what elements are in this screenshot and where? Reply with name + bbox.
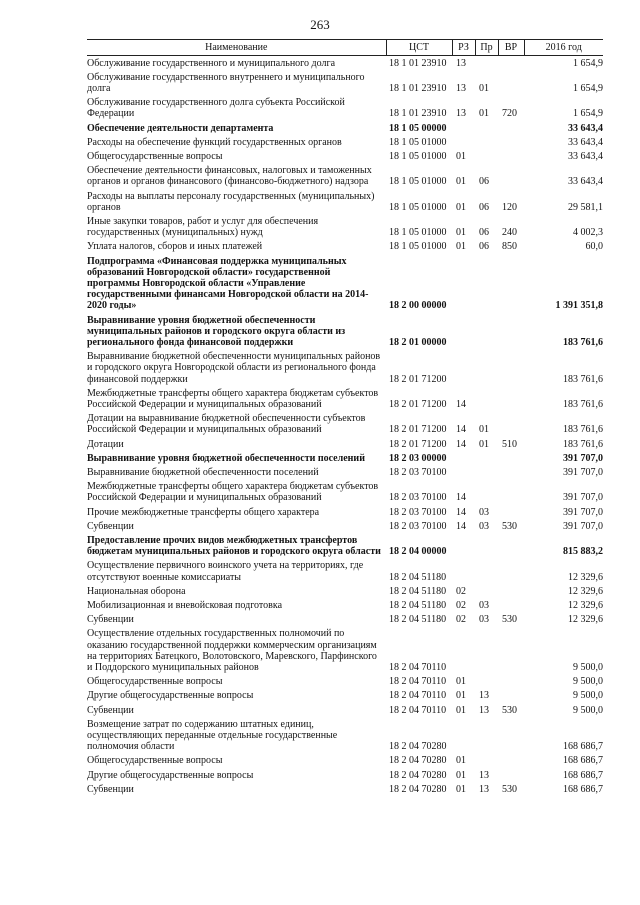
row-name: Общегосударственные вопросы [87, 755, 223, 767]
row-name: Общегосударственные вопросы [87, 150, 223, 162]
table-row [87, 613, 603, 627]
row-cst-code: 18 1 05 00000 [389, 122, 447, 134]
row-pr-code: 13 [479, 704, 489, 716]
row-pr-code [475, 466, 498, 480]
row-vr-code [498, 412, 524, 437]
row-amount: 391 707,0 [563, 452, 603, 464]
row-rz-code: 01 [456, 201, 466, 213]
table-row [87, 240, 603, 254]
row-amount: 815 883,2 [563, 546, 603, 558]
row-pr-code: 03 [479, 600, 489, 612]
row-rz-code: 14 [456, 438, 466, 450]
row-cst-code: 18 2 00 00000 [389, 300, 447, 312]
row-cst-code: 18 2 03 70100 [389, 492, 447, 504]
table-row [87, 717, 603, 754]
row-pr-code: 06 [479, 176, 489, 188]
row-rz-code: 02 [456, 614, 466, 626]
row-rz-code [452, 121, 475, 135]
row-name: Осуществление первичного воинского учета на территориях, где отсутствуют военные комиссариаты [87, 560, 364, 583]
row-amount: 60,0 [585, 241, 603, 253]
row-vr-code [498, 350, 524, 387]
row-pr-code: 06 [479, 201, 489, 213]
header-rz: РЗ [452, 40, 475, 56]
row-name: Другие общегосударственные вопросы [87, 769, 254, 781]
row-pr-code: 01 [479, 438, 489, 450]
header-year: 2016 год [524, 40, 603, 56]
table-row [87, 768, 603, 782]
row-vr-code [498, 70, 524, 95]
table-row [87, 214, 603, 239]
table-row [87, 627, 603, 675]
row-vr-code: 720 [502, 108, 517, 120]
row-vr-code [498, 135, 524, 149]
row-name: Предоставление прочих видов межбюджетных трансфертов бюджетам муниципальных районов и городского округа области [87, 535, 381, 558]
row-cst-code: 18 2 01 71200 [389, 398, 447, 410]
row-rz-code [452, 717, 475, 754]
row-amount: 168 686,7 [563, 783, 603, 795]
table-row [87, 689, 603, 703]
row-vr-code [498, 313, 524, 350]
row-amount: 1 654,9 [573, 108, 603, 120]
row-cst-code: 18 1 05 01000 [389, 136, 447, 148]
row-name: Выравнивание уровня бюджетной обеспеченности муниципальных районов и городского округа области из регионального фонда финансовой поддержки [87, 314, 346, 348]
row-pr-code [475, 386, 498, 411]
row-cst-code: 18 1 05 01000 [389, 150, 447, 162]
row-name: Мобилизационная и вневойсковая подготовка [87, 600, 283, 612]
row-name: Субвенции [87, 783, 134, 795]
row-cst-code: 18 1 01 23910 [389, 57, 447, 69]
row-amount: 9 500,0 [573, 704, 603, 716]
row-pr-code: 01 [479, 108, 489, 120]
row-vr-code: 530 [502, 520, 517, 532]
row-rz-code [452, 254, 475, 313]
row-cst-code: 18 1 05 01000 [389, 201, 447, 213]
row-pr-code: 01 [479, 82, 489, 94]
row-vr-code [498, 505, 524, 519]
table-row [87, 534, 603, 559]
table-row [87, 599, 603, 613]
row-cst-code: 18 2 03 70100 [389, 467, 447, 478]
row-cst-code: 18 2 04 70280 [389, 783, 447, 795]
row-vr-code [498, 254, 524, 313]
row-amount: 168 686,7 [563, 769, 603, 781]
row-cst-code: 18 2 04 70110 [389, 704, 447, 716]
row-cst-code: 18 2 01 71200 [389, 438, 447, 450]
row-name: Подпрограмма «Финансовая поддержка муниципальных образований Новгородской области» государственной программы Новгородской области «Управление государственными финансами Новгородской области на 2014-2020 годы» [87, 255, 369, 312]
row-rz-code: 14 [456, 492, 466, 504]
row-cst-code: 18 2 04 70110 [389, 690, 447, 702]
row-cst-code: 18 1 05 01000 [389, 227, 447, 239]
row-name: Выравнивание бюджетной обеспеченности муниципальных районов и городского округа Новгородской области из регионального фонда финансовой поддержки [87, 351, 381, 385]
row-rz-code: 14 [456, 398, 466, 410]
header-cst: ЦСТ [386, 40, 452, 56]
row-vr-code: 530 [502, 704, 517, 716]
row-name: Другие общегосударственные вопросы [87, 690, 254, 702]
row-cst-code: 18 1 01 23910 [389, 82, 447, 94]
row-pr-code [475, 584, 498, 598]
row-pr-code [475, 149, 498, 163]
row-name: Выравнивание уровня бюджетной обеспеченности поселений [87, 452, 365, 464]
row-vr-code [498, 386, 524, 411]
row-rz-code: 01 [456, 176, 466, 188]
row-pr-code [475, 451, 498, 465]
header-name: Наименование [87, 40, 386, 56]
table-row [87, 437, 603, 451]
row-pr-code [475, 675, 498, 689]
row-cst-code: 18 2 04 70280 [389, 741, 447, 753]
row-pr-code: 13 [479, 690, 489, 702]
row-name: Выравнивание бюджетной обеспеченности поселений [87, 467, 319, 478]
row-cst-code: 18 2 04 51180 [389, 585, 447, 597]
row-vr-code: 530 [502, 614, 517, 626]
row-pr-code [475, 313, 498, 350]
row-name: Возмещение затрат по содержанию штатных единиц, осуществляющих переданные отдельные государственные полномочия области [87, 718, 338, 753]
table-row [87, 584, 603, 598]
row-cst-code: 18 2 04 51180 [389, 571, 447, 583]
row-vr-code: 120 [502, 201, 517, 213]
row-name: Субвенции [87, 520, 134, 532]
row-amount: 9 500,0 [573, 662, 603, 674]
row-cst-code: 18 2 04 70280 [389, 755, 447, 767]
row-rz-code [452, 135, 475, 149]
row-pr-code: 03 [479, 520, 489, 532]
row-rz-code: 02 [456, 600, 466, 612]
row-vr-code [498, 466, 524, 480]
row-vr-code [498, 121, 524, 135]
table-row [87, 782, 603, 796]
row-name: Дотации на выравнивание бюджетной обеспеченности субъектов Российской Федерации и муниципальных образований [87, 413, 366, 436]
table-row [87, 96, 603, 121]
row-pr-code: 03 [479, 506, 489, 518]
row-rz-code: 01 [456, 676, 466, 688]
row-amount: 391 707,0 [563, 492, 603, 504]
table-row [87, 135, 603, 149]
table-row [87, 754, 603, 768]
row-amount: 168 686,7 [563, 755, 603, 767]
row-pr-code [475, 754, 498, 768]
row-amount: 1 654,9 [573, 57, 603, 69]
row-amount: 12 329,6 [568, 614, 603, 626]
row-pr-code: 06 [479, 227, 489, 239]
row-vr-code [498, 768, 524, 782]
row-vr-code [498, 599, 524, 613]
row-name: Субвенции [87, 614, 134, 626]
row-rz-code: 14 [456, 424, 466, 436]
row-vr-code [498, 627, 524, 675]
row-amount: 391 707,0 [563, 506, 603, 518]
budget-table [87, 39, 603, 797]
row-name: Межбюджетные трансферты общего характера бюджетам субъектов Российской Федерации и муниципальных образований [87, 387, 379, 410]
row-vr-code [498, 675, 524, 689]
row-cst-code: 18 1 01 23910 [389, 108, 447, 120]
row-name: Национальная оборона [87, 585, 186, 597]
row-vr-code [498, 717, 524, 754]
table-row [87, 675, 603, 689]
row-rz-code: 14 [456, 506, 466, 518]
row-pr-code [475, 121, 498, 135]
row-rz-code [452, 350, 475, 387]
row-cst-code: 18 2 01 71200 [389, 373, 447, 385]
row-rz-code [452, 313, 475, 350]
row-amount: 9 500,0 [573, 676, 603, 688]
row-vr-code [498, 689, 524, 703]
table-row [87, 164, 603, 189]
table-row [87, 121, 603, 135]
row-rz-code: 02 [456, 585, 466, 597]
row-pr-code [475, 559, 498, 584]
row-name: Межбюджетные трансферты общего характера бюджетам субъектов Российской Федерации и муниципальных образований [87, 481, 379, 504]
row-rz-code: 13 [456, 82, 466, 94]
page-number: 263 [310, 17, 330, 32]
row-name: Расходы на выплаты персоналу государственных (муниципальных) органов [87, 190, 375, 213]
row-cst-code: 18 2 03 70100 [389, 506, 447, 518]
row-name: Обслуживание государственного внутреннего и муниципального долга [87, 71, 365, 94]
table-row [87, 350, 603, 387]
row-amount: 33 643,4 [568, 176, 603, 188]
header-vr: ВР [498, 40, 524, 56]
row-vr-code: 240 [502, 227, 517, 239]
row-rz-code: 01 [456, 690, 466, 702]
table-row [87, 149, 603, 163]
row-amount: 33 643,4 [568, 136, 603, 148]
row-rz-code: 01 [456, 704, 466, 716]
row-pr-code [475, 135, 498, 149]
row-cst-code: 18 2 01 00000 [389, 336, 447, 348]
row-vr-code: 510 [502, 438, 517, 450]
table-row [87, 559, 603, 584]
row-amount: 29 581,1 [568, 201, 603, 213]
row-name: Обеспечение деятельности департамента [87, 122, 274, 134]
table-row [87, 254, 603, 313]
table-row [87, 313, 603, 350]
table-body [87, 56, 603, 797]
row-cst-code: 18 1 05 01000 [389, 176, 447, 188]
table-row [87, 519, 603, 533]
row-amount: 183 761,6 [563, 373, 603, 385]
row-rz-code: 14 [456, 520, 466, 532]
table-row [87, 703, 603, 717]
row-amount: 4 002,3 [573, 227, 603, 239]
table-row [87, 451, 603, 465]
row-pr-code: 06 [479, 241, 489, 253]
row-cst-code: 18 2 04 51180 [389, 600, 447, 612]
row-rz-code: 13 [456, 108, 466, 120]
row-amount: 168 686,7 [563, 741, 603, 753]
row-rz-code: 01 [456, 755, 466, 767]
table-row [87, 386, 603, 411]
row-amount: 391 707,0 [563, 520, 603, 532]
row-name: Обслуживание государственного и муниципального долга [87, 57, 336, 69]
row-name: Иные закупки товаров, работ и услуг для обеспечения государственных (муниципальных) нужд [87, 215, 319, 239]
row-amount: 183 761,6 [563, 336, 603, 348]
row-amount: 12 329,6 [568, 585, 603, 597]
table-row [87, 412, 603, 437]
table-header [87, 40, 603, 56]
row-pr-code: 03 [479, 614, 489, 626]
row-vr-code [498, 534, 524, 559]
row-vr-code: 530 [502, 783, 517, 795]
table-row [87, 70, 603, 95]
row-pr-code: 01 [479, 424, 489, 436]
row-amount: 33 643,4 [568, 122, 603, 134]
row-cst-code: 18 2 04 70280 [389, 769, 447, 781]
row-name: Субвенции [87, 704, 134, 716]
row-rz-code [452, 534, 475, 559]
table-row [87, 480, 603, 505]
row-amount: 391 707,0 [563, 467, 603, 478]
row-vr-code [498, 451, 524, 465]
row-pr-code [475, 717, 498, 754]
row-amount: 183 761,6 [563, 398, 603, 410]
row-cst-code: 18 2 04 00000 [389, 546, 447, 558]
row-pr-code [475, 627, 498, 675]
row-vr-code [498, 149, 524, 163]
row-cst-code: 18 2 04 51180 [389, 614, 447, 626]
row-vr-code [498, 559, 524, 584]
row-rz-code [452, 559, 475, 584]
row-amount: 12 329,6 [568, 571, 603, 583]
table-row [87, 466, 603, 480]
row-name: Осуществление отдельных государственных полномочий по оказанию государственной поддержки коммерческим организациям на территориях Батецкого, Волотовского, Маревского, Парфинского и Поддорского муниципальных районов [87, 628, 377, 674]
row-rz-code [452, 627, 475, 675]
row-rz-code: 01 [456, 769, 466, 781]
row-amount: 9 500,0 [573, 690, 603, 702]
row-cst-code: 18 2 01 71200 [389, 424, 447, 436]
row-pr-code: 13 [479, 783, 489, 795]
row-amount: 33 643,4 [568, 150, 603, 162]
row-pr-code [475, 350, 498, 387]
row-pr-code [475, 480, 498, 505]
row-name: Прочие межбюджетные трансферты общего характера [87, 506, 320, 518]
row-amount: 1 654,9 [573, 82, 603, 94]
row-rz-code [452, 466, 475, 480]
row-cst-code: 18 2 03 70100 [389, 520, 447, 532]
row-pr-code [475, 56, 498, 71]
header-pr: Пр [475, 40, 498, 56]
row-name: Обеспечение деятельности финансовых, налоговых и таможенных органов и органов финансового (финансово-бюджетного) надзора [87, 165, 372, 188]
row-vr-code: 850 [502, 241, 517, 253]
row-vr-code [498, 584, 524, 598]
row-rz-code: 01 [456, 227, 466, 239]
row-cst-code: 18 2 03 00000 [389, 452, 447, 464]
row-name: Уплата налогов, сборов и иных платежей [87, 241, 263, 253]
row-vr-code [498, 164, 524, 189]
row-cst-code: 18 2 04 70110 [389, 676, 447, 688]
row-amount: 12 329,6 [568, 600, 603, 612]
table-row [87, 56, 603, 71]
row-vr-code [498, 56, 524, 71]
row-name: Обслуживание государственного долга субъекта Российской Федерации [87, 97, 345, 120]
table-row [87, 505, 603, 519]
row-pr-code [475, 534, 498, 559]
table-row [87, 189, 603, 214]
row-pr-code: 13 [479, 769, 489, 781]
row-amount: 183 761,6 [563, 438, 603, 450]
row-cst-code: 18 2 04 70110 [389, 662, 447, 674]
row-rz-code: 01 [456, 241, 466, 253]
row-vr-code [498, 754, 524, 768]
row-vr-code [498, 480, 524, 505]
row-pr-code [475, 254, 498, 313]
row-name: Расходы на обеспечение функций государственных органов [87, 136, 342, 148]
row-cst-code: 18 1 05 01000 [389, 241, 447, 253]
row-name: Дотации [87, 438, 124, 450]
row-rz-code: 01 [456, 150, 466, 162]
row-amount: 183 761,6 [563, 424, 603, 436]
row-amount: 1 391 351,8 [555, 300, 603, 312]
row-rz-code [452, 451, 475, 465]
row-name: Общегосударственные вопросы [87, 676, 223, 688]
row-rz-code: 01 [456, 783, 466, 795]
row-rz-code: 13 [456, 57, 466, 69]
